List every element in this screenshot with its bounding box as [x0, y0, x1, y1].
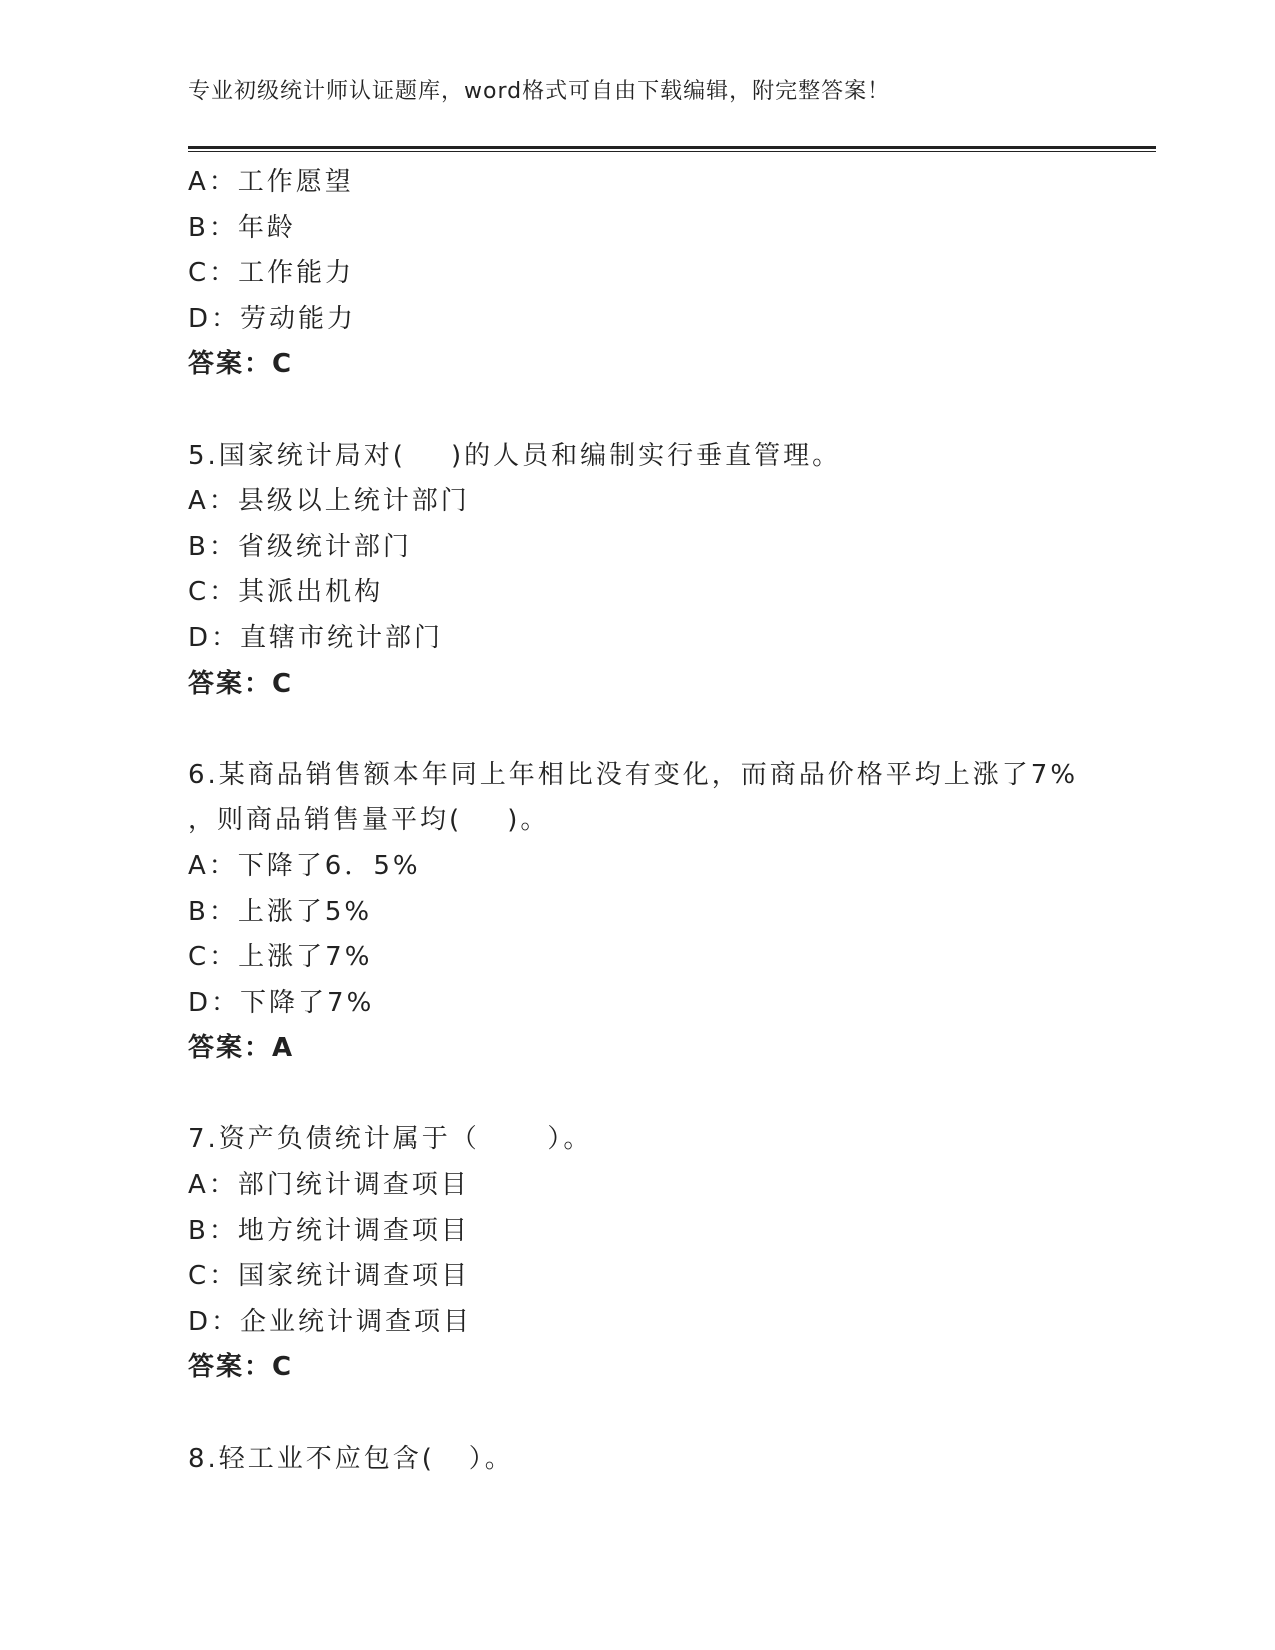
answer: 答案：C — [188, 349, 294, 380]
option-a: A：部门统计调查项目 — [188, 1170, 470, 1201]
page-header: 专业初级统计师认证题库，word格式可自由下载编辑，附完整答案！ — [188, 79, 891, 104]
option-c: C：国家统计调查项目 — [188, 1261, 471, 1292]
option-b: B：年龄 — [188, 212, 296, 243]
question-gap — [188, 388, 1148, 434]
option-d: D：劳动能力 — [188, 303, 357, 334]
header-rule — [188, 146, 1156, 152]
question-5 — [188, 434, 1148, 708]
answer: 答案：C — [188, 668, 294, 699]
question-list — [188, 160, 1148, 1482]
option-c: C：上涨了7% — [188, 942, 373, 973]
question-stem: 5.国家统计局对( )的人员和编制实行垂直管理。 — [188, 440, 842, 471]
question-stem-cont: ，则商品销售量平均( )。 — [188, 805, 550, 836]
answer: 答案：C — [188, 1352, 294, 1383]
question-stem: 8.轻工业不应包含( ）。 — [188, 1443, 514, 1474]
question-stem: 7.资产负债统计属于（ ）。 — [188, 1124, 593, 1155]
header-rule-thin — [188, 151, 1156, 152]
option-a: A：县级以上统计部门 — [188, 486, 470, 517]
question-7 — [188, 1117, 1148, 1391]
question-gap — [188, 707, 1148, 753]
header-rule-thick — [188, 146, 1156, 149]
question-8 — [188, 1437, 1148, 1483]
question-stem: 6.某商品销售额本年同上年相比没有变化，而商品价格平均上涨了7% — [188, 759, 1079, 790]
option-c: C：工作能力 — [188, 258, 355, 289]
question-4 — [188, 160, 1148, 388]
option-b: B：省级统计部门 — [188, 531, 412, 562]
option-c: C：其派出机构 — [188, 577, 384, 608]
option-a: A：工作愿望 — [188, 167, 354, 197]
question-gap — [188, 1391, 1148, 1437]
option-d: D：企业统计调查项目 — [188, 1306, 473, 1337]
option-a: A：下降了6．5% — [188, 850, 421, 881]
question-gap — [188, 1072, 1148, 1118]
question-6 — [188, 753, 1148, 1072]
option-d: D：下降了7% — [188, 987, 375, 1018]
option-d: D：直辖市统计部门 — [188, 622, 444, 653]
option-b: B：上涨了5% — [188, 896, 373, 927]
option-b: B：地方统计调查项目 — [188, 1215, 470, 1246]
answer: 答案：A — [188, 1033, 295, 1064]
